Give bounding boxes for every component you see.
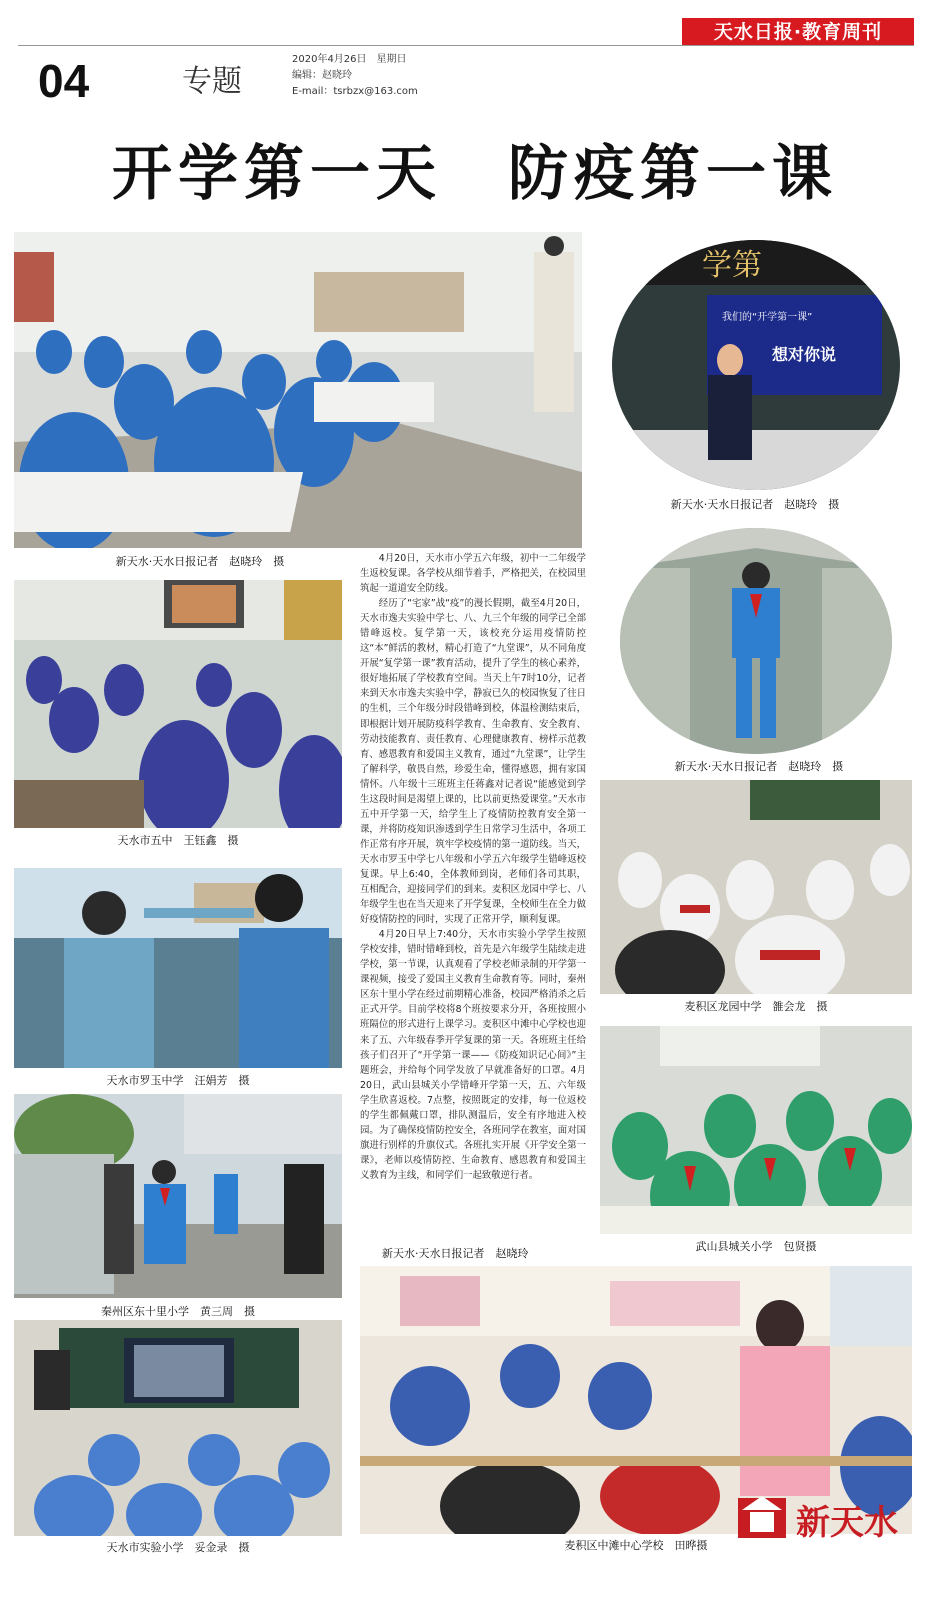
newspaper-masthead: 天水日报·教育周刊 bbox=[682, 18, 914, 46]
photo-teacher-screen bbox=[612, 240, 900, 490]
photo-temperature-check bbox=[14, 868, 342, 1068]
banner-text: 学第 bbox=[702, 248, 762, 283]
logo-text: 新天水 bbox=[796, 1503, 898, 1543]
section-title: 专题 bbox=[182, 64, 242, 99]
photo-student-entrance bbox=[620, 528, 892, 754]
photo-caption: 麦积区龙园中学 雒会龙 摄 bbox=[684, 1000, 828, 1013]
xintianshui-logo bbox=[738, 1490, 918, 1544]
screen-subtitle: 想对你说 bbox=[772, 345, 837, 364]
photo-classroom-video-lesson bbox=[14, 1320, 342, 1536]
page-meta bbox=[292, 52, 418, 100]
photo-school-gate bbox=[14, 1094, 342, 1298]
editor-line: 编辑：赵晓玲 bbox=[292, 70, 352, 81]
photo-classroom-exam bbox=[14, 232, 582, 548]
photo-caption: 新天水·天水日报记者 赵晓玲 摄 bbox=[670, 498, 840, 511]
article-paragraph: 4月20日，天水市小学五六年级，初中一二年级学生返校复课。各学校从细节着手，严格把关，在校园里筑起一道道安全防线。 bbox=[360, 553, 586, 595]
article-body bbox=[360, 551, 586, 1183]
photo-caption: 新天水·天水日报记者 赵晓玲 摄 bbox=[674, 760, 844, 773]
email-line: E-mail：tsrbzx@163.com bbox=[292, 86, 418, 97]
photo-students-raising-hands bbox=[600, 1026, 912, 1234]
photo-caption: 天水市罗玉中学 汪娟芳 摄 bbox=[106, 1074, 250, 1087]
photo-caption: 新天水·天水日报记者 赵晓玲 摄 bbox=[115, 555, 285, 568]
photo-caption: 秦州区东十里小学 黄三周 摄 bbox=[101, 1305, 255, 1318]
photo-caption: 武山县城关小学 包贤摄 bbox=[695, 1240, 817, 1253]
publish-date: 2020年4月26日 星期日 bbox=[292, 54, 407, 65]
page-number: 04 bbox=[38, 55, 90, 107]
photo-classroom-school5 bbox=[14, 580, 342, 828]
headline: 开学第一天 防疫第一课 bbox=[112, 139, 838, 209]
screen-text: 我们的“开学第一课” bbox=[722, 312, 813, 323]
article-paragraph: 经历了“宅家”战“疫”的漫长假期，截至4月20日，天水市逸夫实验中学七、八、九三个年级的同学已全部错峰返校。复学第一天，该校充分运用疫情防控这“本”鲜活的教材，精心打造了“九堂课”，从不同角度开展“复学第一课”教育活动，提升了学生的核心素养，很好地拓展了学校教育空间。当天上午7时10分，记者来到天水市逸夫实验中学，静寂已久的校园恢复了往日的生机，三个年级分时段错峰到校，体温检测结束后，即根据计划开展防疫科学教育、生命教育、安全教育、劳动技能教育、责任教育、心理健康教育、榜样示范教育、感恩教育和爱国主义教育，通过“九堂课”，让学生了解科学，敬畏自然，珍爱生命，懂得感恩，拥有家国情怀。八年级十三班班主任蒋鑫对记者说“能感觉到学生这段时间是渴望上课的，比以前更热爱课堂。”天水市五中开学第一天，给学生上了疫情防控教育安全第一课，并将防疫知识渗透到学生日常学习生活中，各项工作正常有序开展，筑牢学校疫情的第一道防线。当天，天水市罗玉中学七八年级和小学五六年级学生错峰返校复课。早上6:40，全体教师到岗，老师们各司其职，互相配合，迎接同学们的到来。麦积区龙园中学七、八年级学生也在当天迎来了开学复课，全校师生在全力做好疫情防控的同时，实现了正常开学，顺利复课。 bbox=[360, 598, 586, 926]
photo-classroom-longyuan bbox=[600, 780, 912, 994]
photo-caption: 天水市五中 王钰鑫 摄 bbox=[117, 834, 239, 847]
photo-caption: 麦积区中滩中心学校 田晔摄 bbox=[564, 1539, 708, 1552]
article-byline: 新天水·天水日报记者 赵晓玲 bbox=[382, 1247, 529, 1260]
article-paragraph: 4月20日早上7:40分，天水市实验小学学生按照学校安排，错时错峰到校，首先是六年级学生陆续走进学校，第一节课，认真观看了学校老师录制的开学第一课视频，接受了爱国主义教育生命教育等。同时，秦州区东十里小学在经过前期精心准备，校园严格消杀之后正式开学。目前学校将8个班按要求分开，各班按照小班隔位的形式进行上课学习。麦积区中滩中心学校也迎来了五、六年级春季开学复课的第一天。各班班主任给孩子们召开了“开学第一课——《防疫知识记心间》”主题班会，并给每个同学发放了早就准备好的口罩。4月20日，武山县城关小学错峰开学第一天，五、六年级学生欣喜返校。7点整，按照既定的安排，每一位返校的学生都佩戴口罩，排队测温后，安全有序地进入校园。为了确保疫情防控安全，各班同学在教室，面对国旗进行别样的升旗仪式。各班扎实开展《开学安全第一课》，老师以疫情防控、生命教育、感恩教育和爱国主义教育为主线，和同学们一起致敬逆行者。 bbox=[360, 929, 586, 1181]
photo-caption: 天水市实验小学 妥金录 摄 bbox=[106, 1541, 250, 1554]
header-rule bbox=[18, 45, 914, 46]
